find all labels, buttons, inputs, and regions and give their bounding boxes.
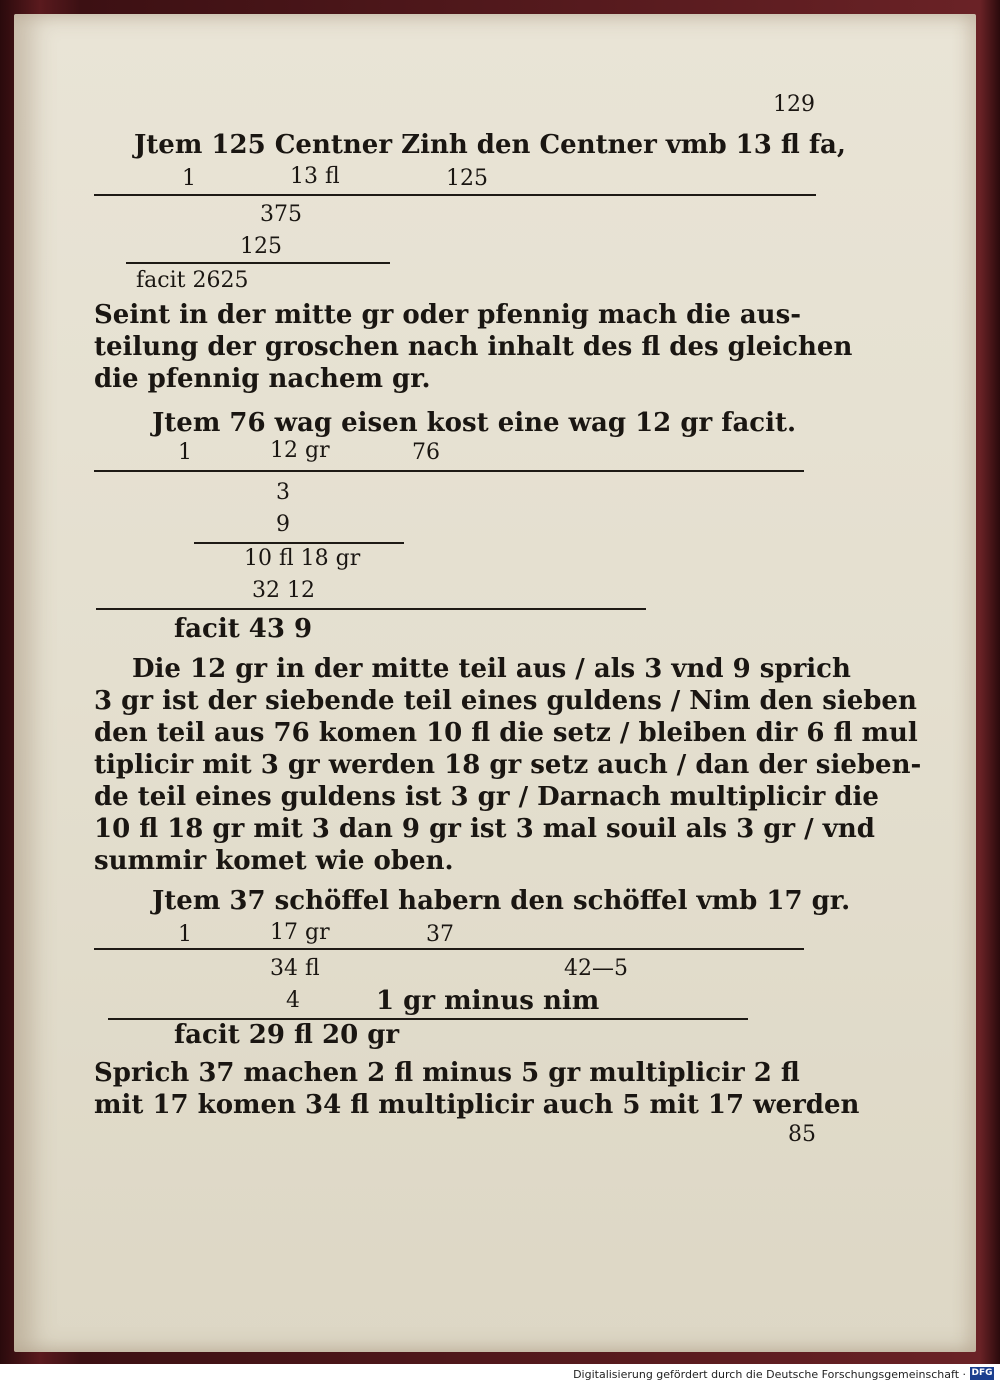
example-heading: Jtem 37 schöffel habern den schöffel vmb 17 gr. <box>152 886 851 916</box>
ledger-rule <box>94 948 804 950</box>
ledger-number: 76 <box>412 440 440 465</box>
text-line: Seint in der mitte gr oder pfennig mach die aus- <box>94 300 802 330</box>
ledger-number: 42—5 <box>564 956 628 981</box>
page-number: 129 <box>773 92 815 117</box>
text-line: mit 17 komen 34 fl multiplicir auch 5 mit 17 werden <box>94 1090 860 1120</box>
ledger-number: 1 <box>182 166 196 191</box>
footer-credit: Digitalisierung gefördert durch die Deutsche Forschungsgemeinschaft · <box>573 1368 966 1381</box>
text-line: die pfennig nachem gr. <box>94 364 431 394</box>
ledger-number: 4 <box>286 988 300 1013</box>
ledger-number: 1 <box>178 922 192 947</box>
ledger-rule <box>94 194 816 196</box>
text-line: summir komet wie oben. <box>94 846 454 876</box>
dfg-logo: DFG <box>971 1368 993 1378</box>
book-page <box>14 14 976 1352</box>
ledger-number: 125 <box>240 234 282 259</box>
example-heading: Jtem 125 Centner Zinh den Centner vmb 13 fl fa, <box>134 130 846 160</box>
ledger-rule <box>96 608 646 610</box>
ledger-number: 3 <box>276 480 290 505</box>
signature-mark: 85 <box>788 1122 816 1147</box>
text-line: 10 fl 18 gr mit 3 dan 9 gr ist 3 mal souil als 3 gr / vnd <box>94 814 875 844</box>
ledger-number: 37 <box>426 922 454 947</box>
text-line: de teil eines guldens ist 3 gr / Darnach multiplicir die <box>94 782 879 812</box>
ledger-number: 9 <box>276 512 290 537</box>
ledger-number: 10 fl 18 gr <box>244 546 361 571</box>
text-line: Die 12 gr in der mitte teil aus / als 3 vnd 9 sprich <box>132 654 851 684</box>
ledger-note: 1 gr minus nim <box>376 986 600 1016</box>
ledger-result: facit 29 fl 20 gr <box>174 1020 400 1050</box>
ledger-result: facit 43 9 <box>174 614 313 644</box>
ledger-rule <box>126 262 390 264</box>
ledger-result: facit 2625 <box>136 268 249 293</box>
ledger-number: 375 <box>260 202 302 227</box>
ledger-number: 13 fl <box>290 164 340 189</box>
text-line: 3 gr ist der siebende teil eines guldens / Nim den sieben <box>94 686 917 716</box>
ledger-rule <box>194 542 404 544</box>
ledger-number: 12 gr <box>270 438 330 463</box>
digitization-footer <box>0 1364 1000 1384</box>
example-heading: Jtem 76 wag eisen kost eine wag 12 gr facit. <box>152 408 797 438</box>
ledger-number: 125 <box>446 166 488 191</box>
ledger-number: 17 gr <box>270 920 330 945</box>
ledger-number: 1 <box>178 440 192 465</box>
ledger-number: 32 12 <box>252 578 315 603</box>
ledger-number: 34 fl <box>270 956 320 981</box>
text-line: teilung der groschen nach inhalt des fl des gleichen <box>94 332 853 362</box>
text-line: den teil aus 76 komen 10 fl die setz / bleiben dir 6 fl mul <box>94 718 918 748</box>
ledger-rule <box>94 470 804 472</box>
text-line: tiplicir mit 3 gr werden 18 gr setz auch / dan der sieben- <box>94 750 922 780</box>
text-line: Sprich 37 machen 2 fl minus 5 gr multiplicir 2 fl <box>94 1058 800 1088</box>
